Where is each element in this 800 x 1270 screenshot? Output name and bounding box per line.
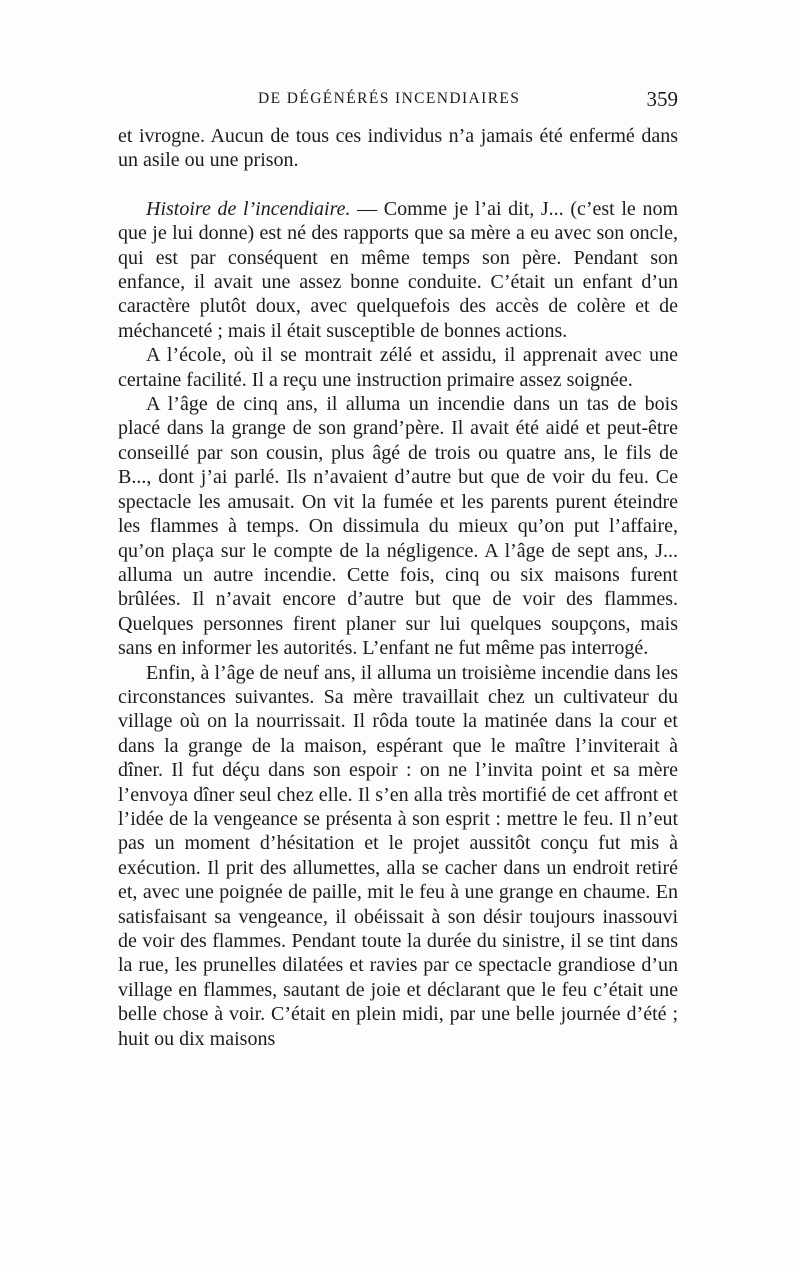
paragraph-1: et ivrogne. Aucun de tous ces individus n’a jamais été enfermé dans un asile ou une prison. xyxy=(118,125,678,172)
page-number: 359 xyxy=(646,87,678,111)
paragraph-3: A l’école, où il se montrait zélé et assidu, il apprenait avec une certaine facilité. Il a reçu une instruction primaire assez soignée. xyxy=(118,344,678,391)
running-title: DE DÉGÉNÉRÉS INCENDIAIRES xyxy=(258,90,521,107)
paragraph-4: A l’âge de cinq ans, il alluma un incendie dans un tas de bois placé dans la grange de son grand’père. Il avait été aidé et peut-être conseillé par son cousin, plus âgé de trois ou quatre ans, le fils de B..., dont j’ai parlé. Ils n’avaient d’autre but que de voir du feu. Ce spectacle les amusait. On vit la fumée et les parents purent éteindre les flammes à temps. On dissimula du mieux qu’on put l’affaire, qu’on plaça sur le compte de la négligence. A l’âge de sept ans, J... alluma un autre incendie. Cette fois, cinq ou six maisons furent brûlées. Il n’avait encore d’autre but que de voir des flammes. Quelques personnes firent planer sur lui quelques soupçons, mais sans en informer les autorités. L’enfant ne fut même pas interrogé. xyxy=(118,393,678,660)
body-text xyxy=(118,124,678,1051)
paragraph-5: Enfin, à l’âge de neuf ans, il alluma un troisième incendie dans les circonstances suivantes. Sa mère travaillait chez un cultivateur du village où on la nourrissait. Il rôda toute la matinée dans la cour et dans la grange de la maison, espérant que le maître l’inviterait à dîner. Il fut déçu dans son espoir : on ne l’invita point et sa mère l’envoya dîner seul chez elle. Il s’en alla très mortifié de cet affront et l’idée de la vengeance se présenta à son esprit : mettre le feu. Il n’eut pas un moment d’hésitation et le projet aussitôt conçu fut mis à exécution. Il prit des allumettes, alla se cacher dans un endroit retiré et, avec une poignée de paille, mit le feu à une grange en chaume. En satisfaisant sa vengeance, il obéissait à son désir toujours inassouvi de voir des flammes. Pendant toute la durée du sinistre, il se tint dans la rue, les prunelles dilatées et ravies par ce spectacle grandiose d’un village en flammes, sautant de joie et déclarant que le feu c’était une belle chose à voir. C’était en plein midi, par une belle journée d’été ; huit ou dix maisons xyxy=(118,661,678,1050)
paragraph-2 xyxy=(118,197,678,343)
page-header xyxy=(118,87,678,120)
paragraph-2-text: — Comme je l’ai dit, J... (c’est le nom que je lui donne) est né des rapports que sa mère a eu avec son oncle, qui est par conséquent en même temps son père. Pendant son enfance, il avait une assez bonne conduite. C’était un enfant d’un caractère plutôt doux, avec quelquefois des accès de colère et de méchanceté ; mais il était susceptible de bonnes actions. xyxy=(118,197,678,342)
section-subhead: Histoire de l’incendiaire. xyxy=(146,197,351,220)
